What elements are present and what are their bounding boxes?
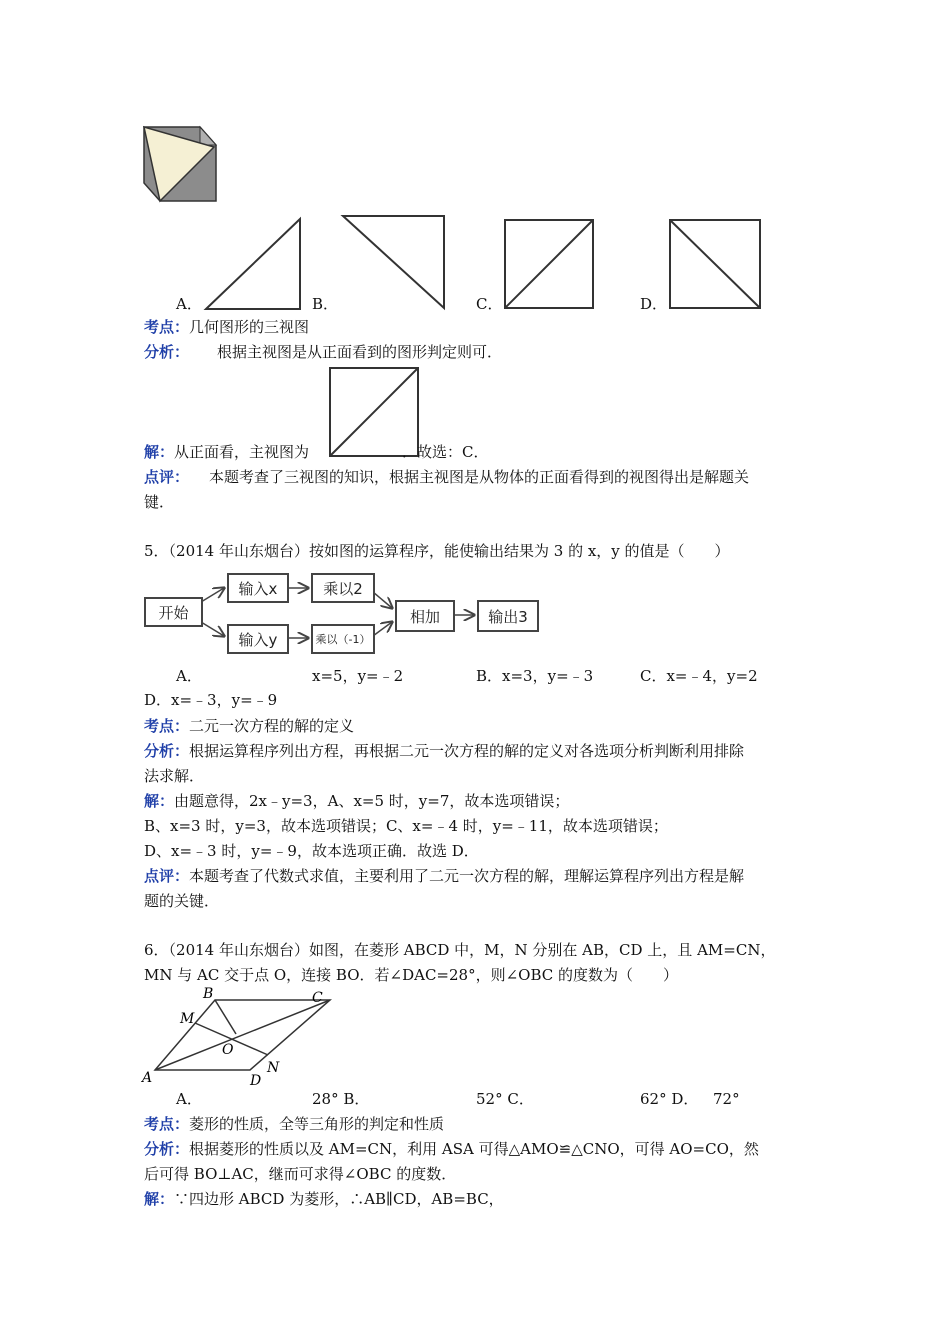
rhombus-figure — [140, 985, 340, 1089]
q6-kaodian — [144, 1114, 444, 1134]
point-label-m: M — [180, 1011, 195, 1027]
fenxi-label: 分析： — [144, 1140, 190, 1158]
q5-jie-line2: B、x=3 时，y=3，故本选项错误；C、x=﹣4 时，y=﹣11，故本选项错误； — [144, 817, 668, 835]
q6-option-a-value[interactable]: 28° B． — [312, 1090, 370, 1108]
q5-jie-line3: D、x=﹣3 时，y=﹣9，故本选项正确．故选 D． — [144, 842, 479, 860]
q6-stem-line1: 6．（2014 年山东烟台）如图，在菱形 ABCD 中，M，N 分别在 AB，CD 上，且 AM=CN， — [144, 941, 776, 959]
q5-option-b[interactable]: B．x=3，y=﹣3 — [476, 667, 594, 685]
fenxi-label: 分析： — [144, 742, 190, 760]
q6-stem-line2: MN 与 AC 交于点 O，连接 BO．若∠DAC=28°，则∠OBC 的度数为（ ） — [144, 966, 679, 984]
flow-output: 输出3 — [477, 600, 539, 632]
option-a-label[interactable]: A． — [176, 295, 202, 313]
point-label-a: A — [142, 1070, 153, 1086]
jie-label: 解： — [144, 792, 175, 810]
point-label-n: N — [267, 1060, 280, 1076]
point-label-b: B — [203, 986, 214, 1002]
option-b-label[interactable]: B． — [312, 295, 339, 313]
q5-kaodian — [144, 716, 354, 736]
q6-fenxi-line2: 后可得 BO⊥AC，继而可求得∠OBC 的度数． — [144, 1165, 457, 1183]
q5-fenxi-line2: 法求解． — [144, 767, 205, 785]
fenxi-line1: 根据菱形的性质以及 AM=CN，利用 ASA 可得△AMO≌△CNO，可得 AO=CO，然 — [189, 1140, 759, 1158]
q5-dianping-line2: 题的关键． — [144, 892, 220, 910]
option-d-label[interactable]: D． — [640, 295, 668, 313]
flow-input-y: 输入y — [227, 624, 289, 654]
fenxi-label: 分析： — [144, 343, 190, 361]
kaodian-text: 二元一次方程的解的定义 — [189, 717, 355, 735]
q6-option-b-value[interactable]: 52° C． — [476, 1090, 534, 1108]
jie-text-post: ．故选：C． — [402, 443, 489, 461]
q5-option-a-label[interactable]: A． — [176, 667, 202, 685]
option-c-label[interactable]: C． — [476, 295, 503, 313]
dianping-line1: 本题考查了代数式求值，主要利用了二元一次方程的解，理解运算程序列出方程是解 — [189, 867, 745, 885]
q5-fenxi — [144, 741, 744, 761]
q5-option-a-value[interactable]: x=5，y=﹣2 — [312, 667, 404, 685]
q4-dianping-line2: 键． — [144, 493, 175, 511]
q6-fenxi — [144, 1139, 759, 1159]
jie-line1: 由题意得，2x﹣y=3，A、x=5 时，y=7，故本选项错误； — [174, 792, 570, 810]
point-label-d: D — [250, 1073, 262, 1089]
kaodian-text: 几何图形的三视图 — [189, 318, 310, 336]
flow-times-2: 乘以2 — [311, 573, 375, 603]
q6-option-a[interactable]: A． — [176, 1090, 202, 1108]
point-label-c: C — [312, 990, 323, 1006]
jie-label: 解： — [144, 1190, 175, 1208]
fenxi-line1: 根据运算程序列出方程，再根据二元一次方程的解的定义对各选项分析判断利用排除 — [189, 742, 745, 760]
kaodian-label: 考点： — [144, 717, 190, 735]
dianping-label: 点评： — [144, 867, 190, 885]
q5-stem: 5．（2014 年山东烟台）按如图的运算程序，能使输出结果为 3 的 x，y 的值是（ ） — [144, 542, 730, 560]
jie-label: 解： — [144, 443, 175, 461]
kaodian-text: 菱形的性质，全等三角形的判定和性质 — [189, 1115, 445, 1133]
kaodian-label: 考点： — [144, 318, 190, 336]
flow-add: 相加 — [395, 600, 455, 632]
q5-option-c[interactable]: C．x=﹣4，y=2 — [640, 667, 758, 685]
flow-input-x: 输入x — [227, 573, 289, 603]
q6-jie — [144, 1189, 504, 1209]
q6-option-d-value[interactable]: 72° — [713, 1090, 740, 1108]
q5-dianping — [144, 866, 744, 886]
flow-times-neg1: 乘以（-1） — [311, 624, 375, 654]
dianping-line1: 本题考查了三视图的知识，根据主视图是从物体的正面看得到的视图得出是解题关 — [209, 468, 750, 486]
flow-start: 开始 — [144, 597, 203, 627]
jie-text-pre: 从正面看，主视图为 — [174, 443, 310, 461]
q5-jie — [144, 791, 569, 811]
q5-option-d[interactable]: D．x=﹣3，y=﹣9 — [144, 691, 278, 709]
kaodian-label: 考点： — [144, 1115, 190, 1133]
jie-line1: ∵四边形 ABCD 为菱形，∴AB∥CD，AB=BC， — [174, 1190, 504, 1208]
dianping-label: 点评： — [144, 468, 190, 486]
q6-option-c-value[interactable]: 62° D． — [640, 1090, 699, 1108]
point-label-o: O — [222, 1042, 234, 1058]
fenxi-text: 根据主视图是从正面看到的图形判定则可． — [217, 343, 503, 361]
